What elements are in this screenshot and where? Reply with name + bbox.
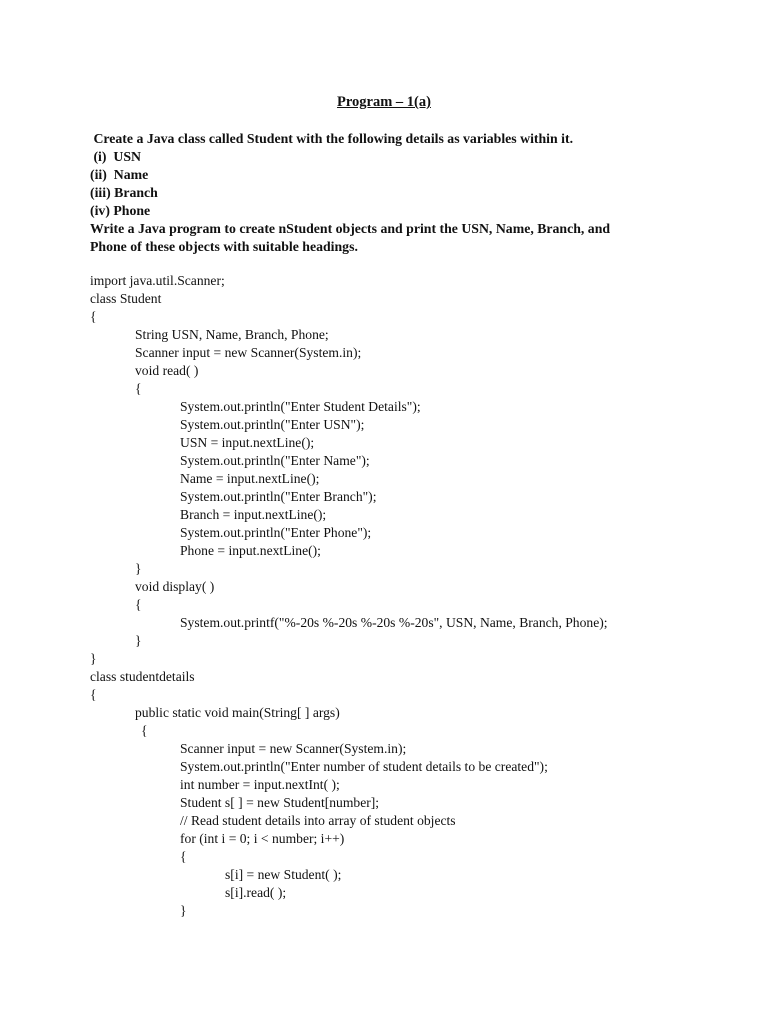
code-line: System.out.println("Enter number of student details to be created"); — [180, 759, 548, 774]
code-line: { — [90, 687, 97, 702]
code-line: System.out.println("Enter USN"); — [180, 417, 365, 432]
code-line: s[i] = new Student( ); — [225, 867, 342, 882]
page-title: Program – 1(a) — [337, 94, 431, 110]
code-line: Scanner input = new Scanner(System.in); — [180, 741, 407, 756]
code-line: void read( ) — [135, 363, 199, 378]
description-line: Create a Java class called Student with the following details as variables within it. — [90, 131, 574, 146]
code-line: System.out.println("Enter Student Details"); — [180, 399, 421, 414]
code-line: Scanner input = new Scanner(System.in); — [135, 345, 362, 360]
code-line: int number = input.nextInt( ); — [180, 777, 340, 792]
code-line: } — [180, 903, 187, 918]
code-line: { — [141, 723, 148, 738]
code-line: } — [135, 561, 142, 576]
code-line: // Read student details into array of student objects — [180, 813, 456, 828]
code-line: System.out.printf("%-20s %-20s %-20s %-20s", USN, Name, Branch, Phone); — [180, 615, 608, 630]
task-line: Phone of these objects with suitable headings. — [90, 239, 358, 254]
code-line: System.out.println("Enter Name"); — [180, 453, 370, 468]
code-line: String USN, Name, Branch, Phone; — [135, 327, 329, 342]
description-line: (iii) Branch — [90, 185, 158, 200]
code-listing — [90, 272, 730, 920]
description-line: (i) USN — [90, 149, 141, 164]
code-line: { — [90, 309, 97, 324]
code-line: Branch = input.nextLine(); — [180, 507, 327, 522]
description-line: (ii) Name — [90, 167, 149, 182]
code-line: class Student — [90, 291, 162, 306]
code-line: Student s[ ] = new Student[number]; — [180, 795, 380, 810]
code-line: USN = input.nextLine(); — [180, 435, 315, 450]
code-line: import java.util.Scanner; — [90, 273, 225, 288]
code-line: System.out.println("Enter Branch"); — [180, 489, 377, 504]
code-line: Name = input.nextLine(); — [180, 471, 320, 486]
code-line: for (int i = 0; i < number; i++) — [180, 831, 345, 846]
task-line: Write a Java program to create nStudent objects and print the USN, Name, Branch, and — [90, 221, 611, 236]
code-line: class studentdetails — [90, 669, 195, 684]
code-line: public static void main(String[ ] args) — [135, 705, 340, 720]
code-line: System.out.println("Enter Phone"); — [180, 525, 372, 540]
code-line: Phone = input.nextLine(); — [180, 543, 321, 558]
code-line: { — [180, 849, 187, 864]
description-line: (iv) Phone — [90, 203, 151, 218]
code-line: { — [135, 597, 142, 612]
code-line: s[i].read( ); — [225, 885, 287, 900]
code-line: { — [135, 381, 142, 396]
assignment-description — [90, 130, 690, 256]
code-line: } — [90, 651, 97, 666]
code-line: void display( ) — [135, 579, 215, 594]
code-line: } — [135, 633, 142, 648]
